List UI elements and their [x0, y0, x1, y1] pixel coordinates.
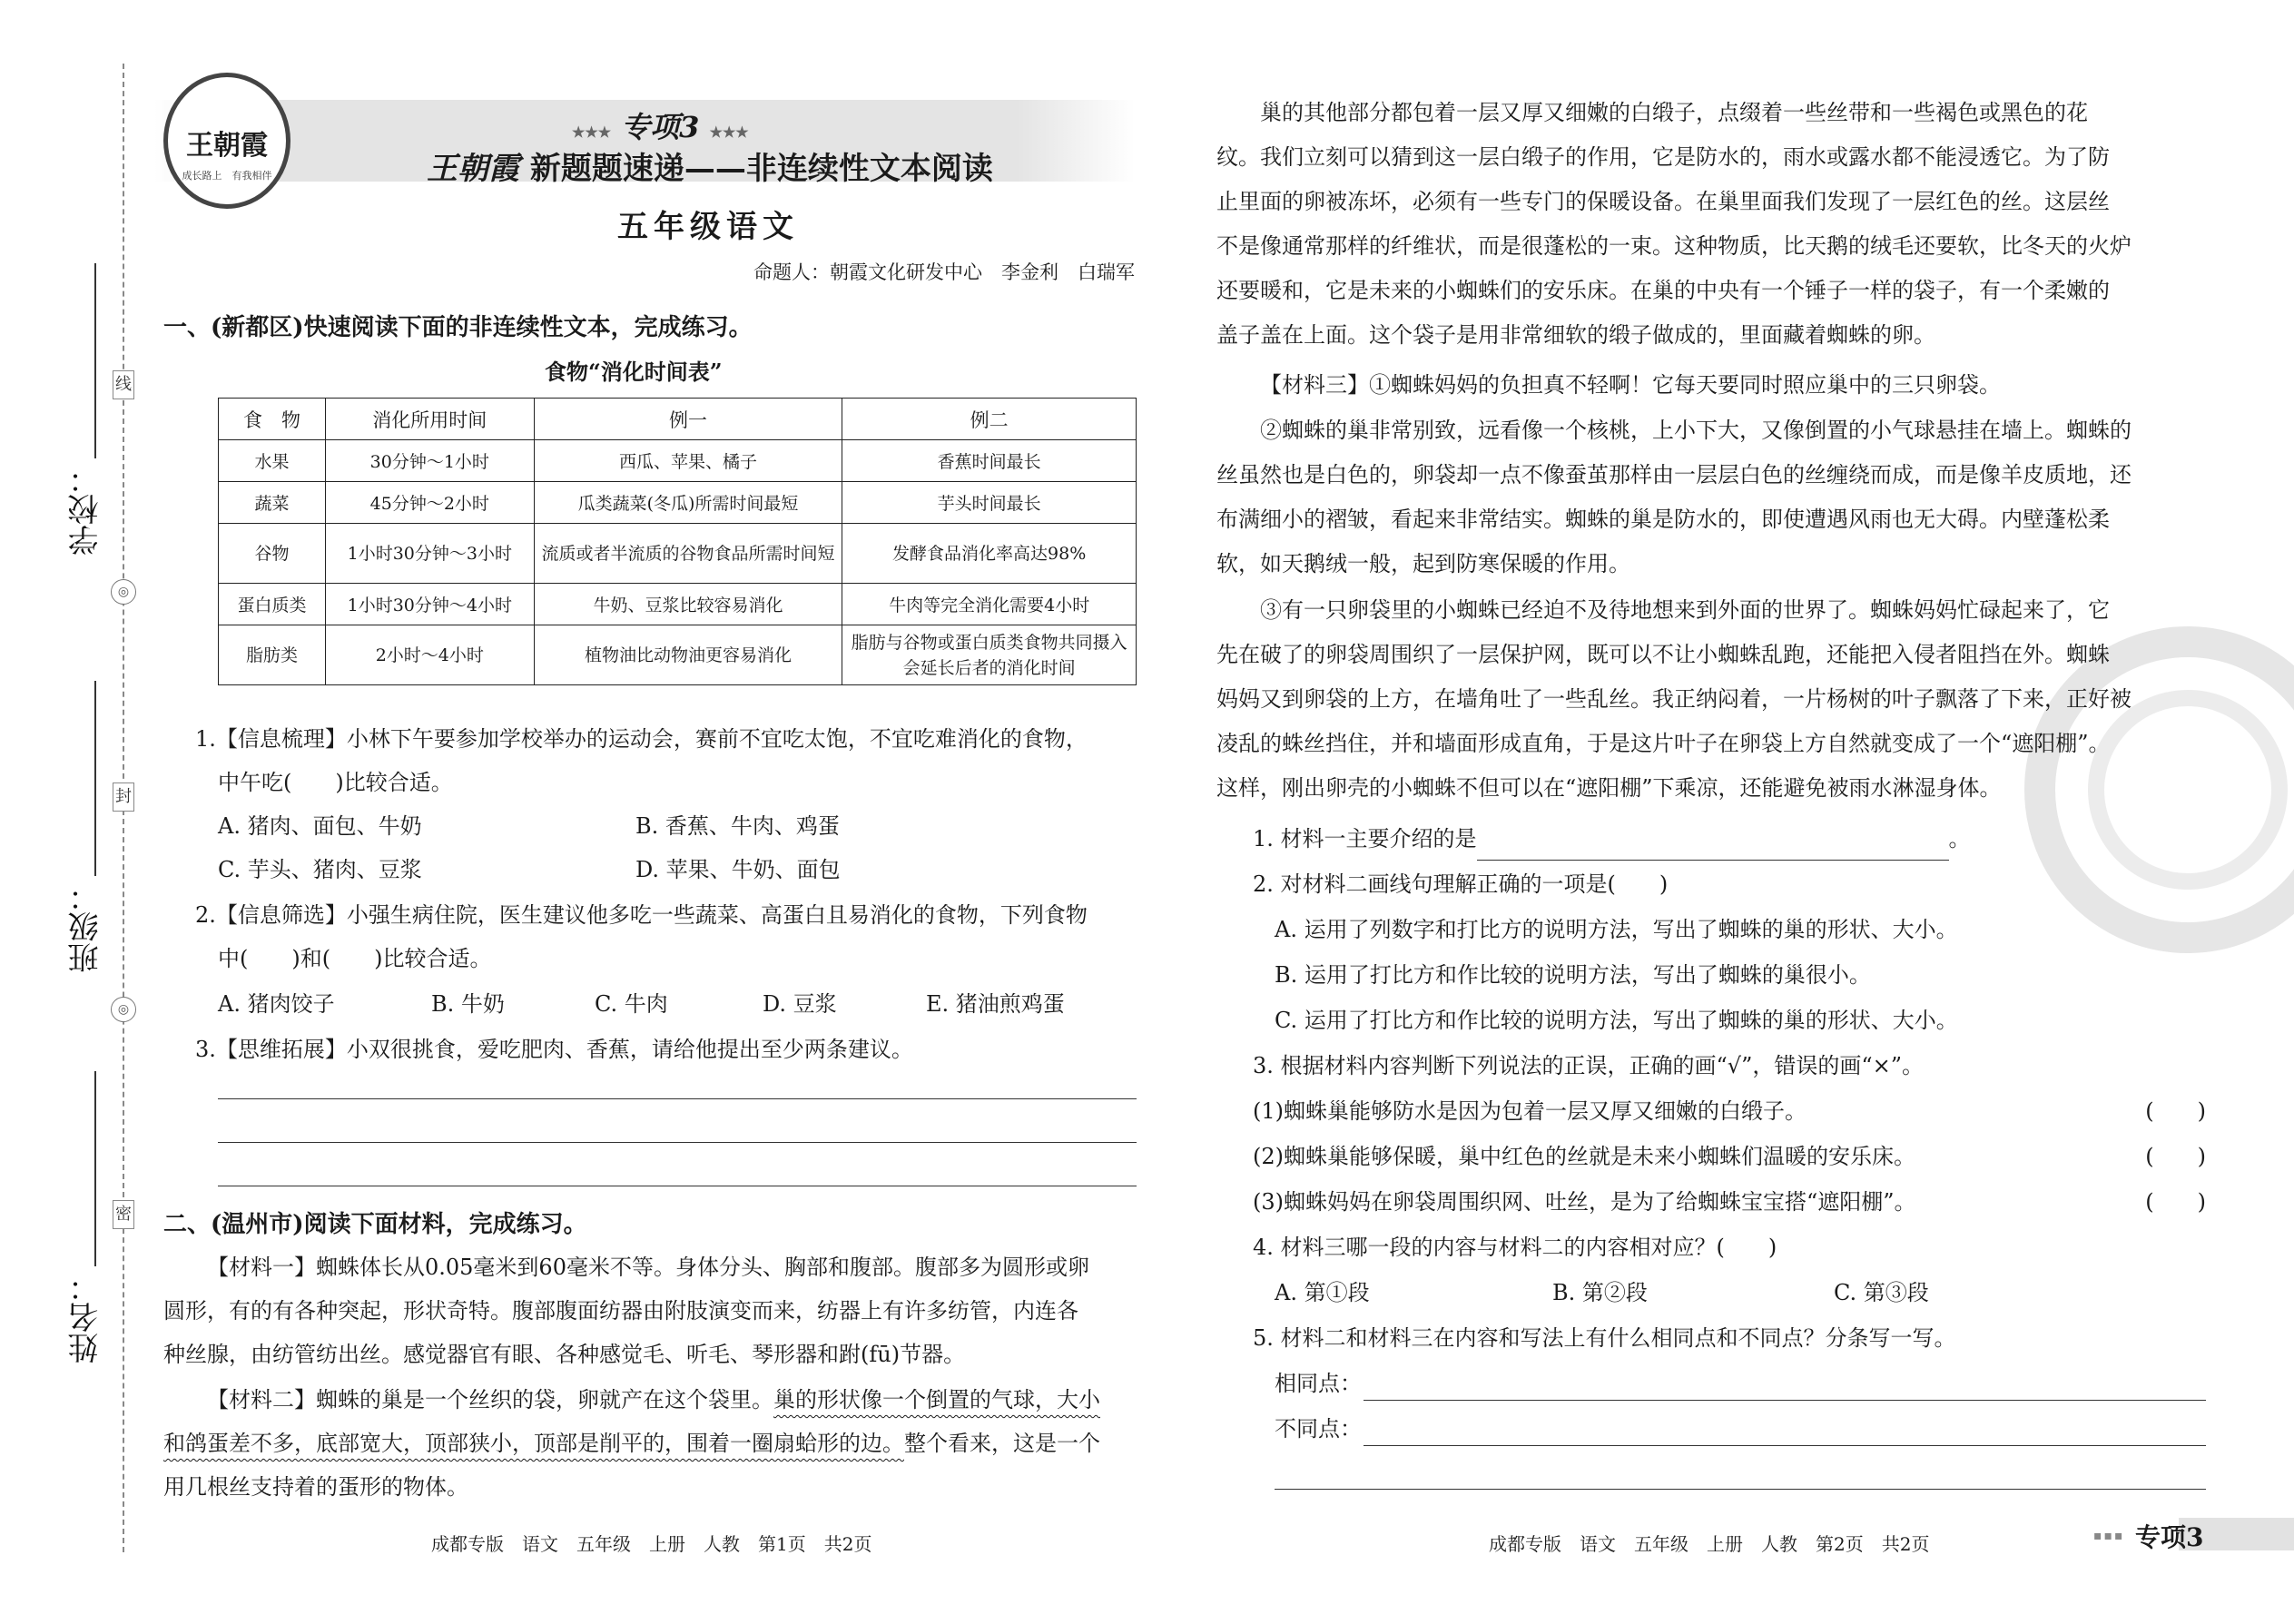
answer-line[interactable]: [1275, 1489, 2206, 1490]
table-cell: 1小时30分钟～3小时: [325, 524, 534, 584]
material-3-para-2-line: 软，如天鹅绒一般，起到防寒保暖的作用。: [1216, 551, 1630, 576]
option-item: A. 猪肉饺子: [218, 991, 335, 1017]
material-2-cont-line: 还要暖和，它是未来的小蜘蛛们的安乐床。在巢的中央有一个锤子一样的袋子，有一个柔嫩的: [1216, 278, 2110, 303]
material-3-para-2-line: ②蜘蛛的巢非常别致，远看像一个核桃，上小下大，又像倒置的小气球悬挂在墙上。蜘蛛的: [1260, 418, 2132, 443]
series-label: [572, 104, 749, 146]
table-cell: 流质或者半流质的谷物食品所需时间短: [534, 524, 842, 584]
school-field[interactable]: [94, 263, 96, 458]
logo-text: 王朝霞: [186, 130, 268, 162]
author-line: 命题人：朝霞文化研发中心 李金利 白瑞军: [753, 261, 1135, 283]
binding-mark-line: 线: [113, 370, 134, 399]
material-2-cont-line: 巢的其他部分都包着一层又厚又细嫩的白缎子，点缀着一些丝带和一些褐色或黑色的花: [1260, 100, 2088, 125]
table-cell: 芋头时间最长: [842, 482, 1137, 524]
option-item: B. 运用了打比方和作比较的说明方法，写出了蜘蛛的巢很小。: [1275, 962, 1871, 988]
judgement-text: (3)蜘蛛妈妈在卵袋周围织网、吐丝，是为了给蜘蛛宝宝搭“遮阳棚”。: [1253, 1189, 1916, 1215]
name-label: 姓名：: [68, 1271, 104, 1363]
table-cell: 牛奶、豆浆比较容易消化: [534, 584, 842, 625]
table-header-cell: 食 物: [219, 399, 326, 440]
brand-name: 王朝霞: [427, 151, 519, 187]
option-item: C. 牛肉: [595, 991, 668, 1017]
page-gutter: [1171, 0, 1172, 1624]
material-3-para-3-line: 先在破了的卵袋周围织了一层保护网，既可以不让小蜘蛛乱跑，还能把入侵者阻挡在外。蜘蛛: [1216, 642, 2110, 667]
material-3-para-3-line: 妈妈又到卵袋的上方，在墙角吐了一些乱丝。我正纳闷着，一片杨树的叶子飘落了下来，正好被: [1216, 686, 2132, 712]
judgement-text: (1)蜘蛛巢能够防水是因为包着一层又厚又细嫩的白缎子。: [1253, 1098, 1807, 1124]
table-header-cell: 例二: [842, 399, 1137, 440]
material-3-para-2-line: 布满细小的褶皱，看起来非常结实。蜘蛛的巢是防水的，即使遭遇风雨也无大碍。内壁蓬松柔: [1216, 507, 2110, 532]
table-row: [219, 625, 1137, 685]
section-2-title: 二、(温州市)阅读下面材料，完成练习。: [163, 1211, 587, 1238]
footer-left: 成都专版 语文 五年级 上册 人教 第1页 共2页: [431, 1533, 872, 1555]
option-item: D. 豆浆: [763, 991, 837, 1017]
same-points-label: 相同点：: [1275, 1371, 1362, 1396]
option-item: A. 第①段: [1275, 1280, 1370, 1305]
question-1-line-1: 1.【信息梳理】小林下午要参加学校举办的运动会，赛前不宜吃太饱，不宜吃难消化的食物，: [195, 726, 1088, 752]
school-label: 学校：: [68, 463, 104, 556]
table-cell: 发酵食品消化率高达98%: [842, 524, 1137, 584]
table-cell: 脂肪与谷物或蛋白质类食物共同摄入会延长后者的消化时间: [842, 625, 1137, 685]
brand-logo: [163, 73, 290, 209]
table-header-cell: 消化所用时间: [325, 399, 534, 440]
table-cell: 1小时30分钟～4小时: [325, 584, 534, 625]
binding-circle-icon: ◎: [111, 579, 136, 605]
table-cell: 香蕉时间最长: [842, 440, 1137, 482]
binding-mark-secret: 密: [113, 1200, 134, 1229]
question-text: 1. 材料一主要介绍的是: [1253, 826, 1477, 851]
judgement-item: [1253, 1180, 2206, 1224]
logo-subtext: 成长路上 有我相伴: [182, 170, 272, 182]
option-item: B. 第②段: [1552, 1280, 1648, 1305]
table-header-cell: 例一: [534, 399, 842, 440]
table-header-row: [219, 399, 1137, 440]
question-text: 。: [1948, 826, 1971, 851]
option-item: A. 猪肉、面包、牛奶: [218, 813, 422, 839]
material-2-line-3: 用几根丝支持着的蛋形的物体。: [163, 1474, 468, 1500]
table-cell: 水果: [219, 440, 326, 482]
material-1-line-2: 圆形，有的有各种突起，形状奇特。腹部腹面纺器由附肢演变而来，纺器上有许多纺管，内连各: [163, 1298, 1078, 1324]
material-2-text: 整个看来，这是一个: [904, 1431, 1100, 1456]
judgement-item: [1253, 1135, 2206, 1178]
question-1-line-2: 中午吃( )比较合适。: [218, 770, 453, 795]
binding-mark-seal: 封: [113, 782, 134, 812]
material-2-cont-line: 不是像通常那样的纤维状，而是很蓬松的一束。这种物质，比天鹅的绒毛还要软，比冬天的火炉: [1216, 233, 2132, 259]
answer-blank[interactable]: [1477, 833, 1949, 861]
title-text: 新题题速递——非连续性文本阅读: [529, 151, 993, 187]
table-cell: 谷物: [219, 524, 326, 584]
material-3-para-3-line: 凌乱的蛛丝挡住，并和墙面形成直角，于是这片叶子在卵袋上方自然就变成了一个“遮阳棚”。: [1216, 731, 2111, 756]
page-1: [154, 0, 1135, 1624]
judgement-text: (2)蜘蛛巢能够保暖，巢中红色的丝就是未来小蜘蛛们温暖的安乐床。: [1253, 1144, 1915, 1169]
table-cell: 蔬菜: [219, 482, 326, 524]
series-text: 专项3: [621, 110, 700, 144]
option-item: B. 香蕉、牛肉、鸡蛋: [635, 813, 840, 839]
answer-paren[interactable]: ( ): [2145, 1098, 2206, 1124]
class-field[interactable]: [94, 681, 96, 876]
material-2-cont-line: 盖子盖在上面。这个袋子是用非常细软的缎子做成的，里面藏着蜘蛛的卵。: [1216, 322, 1935, 348]
answer-paren[interactable]: ( ): [2145, 1189, 2206, 1215]
question-2-line-1: 2.【信息筛选】小强生病住院，医生建议他多吃一些蔬菜、高蛋白且易消化的食物，下列食物: [195, 902, 1088, 928]
table-cell: 植物油比动物油更容易消化: [534, 625, 842, 685]
answer-line[interactable]: [218, 1098, 1137, 1099]
table-cell: 30分钟～1小时: [325, 440, 534, 482]
answer-paren[interactable]: ( ): [2145, 1144, 2206, 1169]
table-row: [219, 584, 1137, 625]
page-title: [427, 143, 993, 188]
option-item: C. 第③段: [1834, 1280, 1929, 1305]
binding-margin: [0, 0, 159, 1624]
option-item: B. 牛奶: [431, 991, 505, 1017]
question-3: 3.【思维拓展】小双很挑食，爱吃肥肉、香蕉，请给他提出至少两条建议。: [195, 1037, 913, 1062]
answer-line[interactable]: [218, 1142, 1137, 1143]
table-row: [219, 440, 1137, 482]
diff-points-label: 不同点：: [1275, 1416, 1362, 1442]
question-2-5: 5. 材料二和材料三在内容和写法上有什么相同点和不同点？分条写一写。: [1253, 1325, 1956, 1351]
material-3-para-3-line: ③有一只卵袋里的小蜘蛛已经迫不及待地想来到外面的世界了。蜘蛛妈妈忙碌起来了，它: [1260, 597, 2110, 623]
table-caption: 食物“消化时间表”: [545, 359, 723, 385]
table-cell: 2小时～4小时: [325, 625, 534, 685]
section-1-title: 一、(新都区)快速阅读下面的非连续性文本，完成练习。: [163, 314, 753, 341]
answer-line[interactable]: [1364, 1400, 2206, 1401]
footer-right: 成都专版 语文 五年级 上册 人教 第2页 共2页: [1489, 1533, 1930, 1555]
material-2-cont-line: 纹。我们立刻可以猜到这一层白缎子的作用，它是防水的，雨水或露水都不能浸透它。为了防: [1216, 144, 2110, 170]
class-label: 班级：: [68, 881, 104, 973]
table-row: [219, 524, 1137, 584]
answer-line[interactable]: [1364, 1445, 2206, 1446]
underlined-sentence: 和鸽蛋差不多，底部宽大，顶部狭小，顶部是削平的，围着一圈扇蛤形的边。: [163, 1431, 904, 1456]
table-cell: 西瓜、苹果、橘子: [534, 440, 842, 482]
option-item: C. 芋头、猪肉、豆浆: [218, 857, 422, 882]
table-cell: 瓜类蔬菜(冬瓜)所需时间最短: [534, 482, 842, 524]
material-3-para-2-line: 丝虽然也是白色的，卵袋却一点不像蚕茧那样由一层层白色的丝缠绕而成，而是像羊皮质地，还: [1216, 462, 2132, 487]
name-field[interactable]: [94, 1071, 96, 1266]
table-row: [219, 482, 1137, 524]
question-2-1: [1253, 817, 1971, 861]
digestion-table: [218, 398, 1137, 685]
judgement-item: [1253, 1089, 2206, 1133]
option-item: D. 苹果、牛奶、面包: [635, 857, 841, 882]
grade-title: 五年级语文: [617, 209, 799, 245]
question-2-3: 3. 根据材料内容判断下列说法的正误，正确的画“√”，错误的画“×”。: [1253, 1053, 1925, 1078]
page-2: [1216, 0, 2206, 1624]
material-2-line-2: [163, 1422, 1100, 1465]
table-cell: 牛肉等完全消化需要4小时: [842, 584, 1137, 625]
table-cell: 脂肪类: [219, 625, 326, 685]
table-cell: 45分钟～2小时: [325, 482, 534, 524]
material-3-para-1: 【材料三】①蜘蛛妈妈的负担真不轻啊！它每天要同时照应巢中的三只卵袋。: [1260, 372, 2001, 398]
question-2-4: 4. 材料三哪一段的内容与材料二的内容相对应？( ): [1253, 1235, 1777, 1260]
binding-circle-icon: ◎: [111, 997, 136, 1022]
tab-dots-icon: ▪▪▪: [2093, 1529, 2125, 1543]
option-item: C. 运用了打比方和作比较的说明方法，写出了蜘蛛的巢的形状、大小。: [1275, 1008, 1958, 1033]
material-2-line-1: [207, 1378, 1100, 1422]
stars-icon: ★★★: [572, 123, 612, 141]
material-1-line-3: 种丝腺，由纺管纺出丝。感觉器官有眼、各种感觉毛、听毛、琴形器和跗(fū)节器。: [163, 1342, 966, 1367]
page-tab-label: 专项3: [2135, 1522, 2204, 1552]
material-2-text: 【材料二】蜘蛛的巢是一个丝织的袋，卵就产在这个袋里。: [207, 1387, 773, 1412]
option-item: A. 运用了列数字和打比方的说明方法，写出了蜘蛛的巢的形状、大小。: [1275, 917, 1958, 942]
material-1-line-1: 【材料一】蜘蛛体长从0.05毫米到60毫米不等。身体分头、胸部和腹部。腹部多为圆形或卵: [207, 1255, 1089, 1280]
question-2-2: 2. 对材料二画线句理解正确的一项是( ): [1253, 871, 1669, 897]
question-2-line-2: 中( )和( )比较合适。: [218, 946, 492, 971]
material-2-cont-line: 止里面的卵被冻坏，必须有一些专门的保暖设备。在巢里面我们发现了一层红色的丝。这层丝: [1216, 189, 2110, 214]
stars-icon: ★★★: [709, 123, 749, 141]
table-cell: 蛋白质类: [219, 584, 326, 625]
option-item: E. 猪油煎鸡蛋: [926, 991, 1065, 1017]
material-3-para-3-line: 这样，刚出卵壳的小蜘蛛不但可以在“遮阳棚”下乘凉，还能避免被雨水淋湿身体。: [1216, 775, 2002, 801]
underlined-sentence: 巢的形状像一个倒置的气球，大小: [773, 1387, 1100, 1412]
